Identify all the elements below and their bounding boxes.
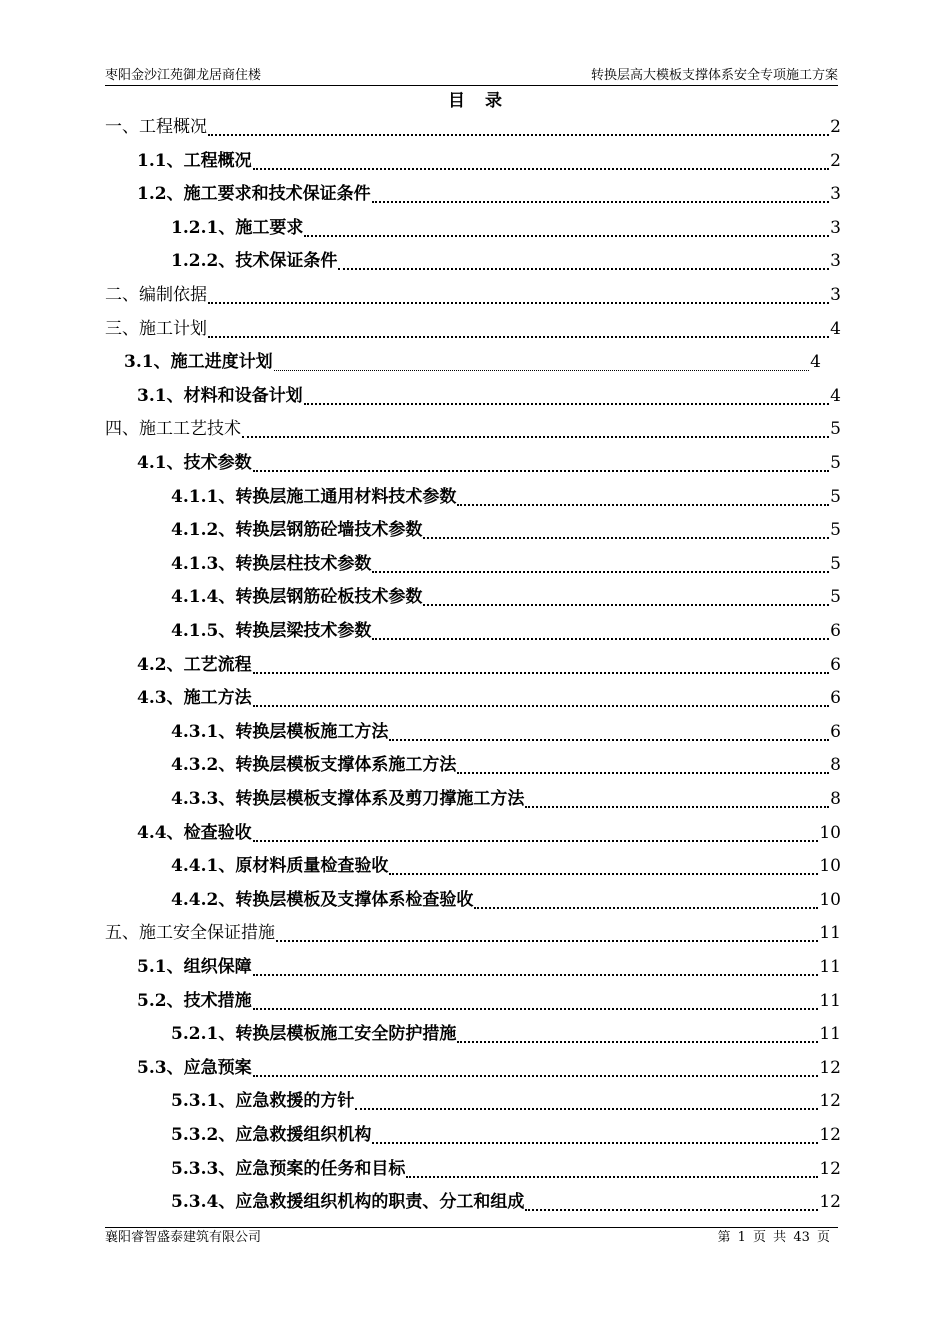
toc-entry-page-number: 12 [819,1192,841,1213]
toc-entry[interactable] [137,952,841,982]
toc-entry-title: 4.1.1、转换层施工通用材料技术参数 [171,486,457,507]
toc-entry-page-number: 10 [819,856,841,877]
toc-entry-title: 1.1、工程概况 [137,150,252,171]
toc-entry-title: 4.2、工艺流程 [137,654,252,675]
toc-dot-leader [406,1176,818,1178]
toc-entry-page-number: 12 [819,1158,841,1179]
toc-entry[interactable] [105,918,841,948]
toc-entry[interactable] [137,179,841,209]
toc-dot-leader [372,571,829,573]
toc-entry-page-number: 2 [830,150,841,171]
toc-entry-title: 3.1、材料和设备计划 [137,385,303,406]
footer-company: 襄阳睿智盛泰建筑有限公司 [105,1230,262,1245]
page-footer [105,1227,838,1246]
toc-dot-leader [457,504,829,506]
page-header [105,66,838,86]
toc-entry-page-number: 8 [830,789,841,809]
toc-dot-leader [372,201,830,203]
toc-entry-title: 五、施工安全保证措施 [105,923,275,944]
toc-dot-leader [338,268,829,270]
toc-dot-leader [355,1108,818,1110]
toc-entry[interactable] [137,683,841,713]
toc-dot-leader [372,638,829,640]
toc-entry[interactable] [124,347,821,377]
footer-page-info: 第 1 页 共 43 页 [717,1230,830,1245]
toc-entry[interactable] [171,1019,841,1049]
toc-entry-title: 4.4.1、原材料质量检查验收 [171,856,389,877]
toc-dot-leader [208,302,829,304]
toc-entry[interactable] [137,818,841,848]
toc-entry-page-number: 12 [819,1057,841,1078]
toc-dot-leader [372,1142,818,1144]
toc-entry[interactable] [105,314,841,344]
toc-entry-title: 二、编制依据 [105,285,207,305]
toc-entry-title: 5.3.1、应急救援的方针 [171,1091,355,1112]
toc-dot-leader [253,672,830,674]
toc-entry-title: 1.2.2、技术保证条件 [171,251,338,272]
toc-dot-leader [457,772,829,774]
toc-entry[interactable] [171,784,841,814]
toc-dot-leader [253,705,830,707]
toc-entry-title: 5.3.4、应急救援组织机构的职责、分工和组成 [171,1192,525,1213]
toc-entry-page-number: 6 [830,721,841,742]
toc-entry[interactable] [171,1120,841,1150]
toc-entry-title: 5.3.2、应急救援组织机构 [171,1125,372,1145]
toc-entry[interactable] [171,482,841,512]
toc-entry[interactable] [171,851,841,881]
toc-entry-page-number: 5 [830,419,841,440]
toc-entry[interactable] [171,1086,841,1116]
toc-entry-page-number: 6 [830,688,841,709]
toc-entry-title: 5.3.3、应急预案的任务和目标 [171,1158,406,1179]
toc-entry-title: 3.1、施工进度计划 [124,352,273,373]
toc-entry-title: 4.1.2、转换层钢筋砼墙技术参数 [171,520,423,541]
toc-entry-page-number: 10 [819,889,841,910]
toc-entry[interactable] [137,1053,841,1083]
toc-dot-leader [276,940,818,942]
toc-dot-leader [253,1008,819,1010]
toc-entry[interactable] [171,717,841,747]
toc-entry-title: 4.3.1、转换层模板施工方法 [171,721,389,742]
toc-entry[interactable] [105,112,841,142]
toc-dot-leader [253,168,830,170]
toc-dot-leader [253,1075,819,1077]
toc-entry-page-number: 6 [830,654,841,675]
toc-entry-title: 三、施工计划 [105,318,207,339]
toc-entry[interactable] [137,448,841,478]
toc-entry-page-number: 4 [830,385,841,406]
toc-entry-title: 1.2.1、施工要求 [171,217,304,238]
toc-entry-page-number: 11 [819,957,841,977]
toc-entry-title: 四、施工工艺技术 [105,419,241,440]
toc-dot-leader [304,235,829,237]
toc-entry-title: 5.2、技术措施 [137,990,252,1011]
toc-entry[interactable] [171,515,841,545]
toc-entry-page-number: 12 [819,1125,841,1145]
toc-entry-title: 4.4、检查验收 [137,822,252,843]
toc-entry-title: 一、工程概况 [105,117,207,137]
toc-entry-page-number: 4 [830,318,841,339]
toc-entry-title: 5.1、组织保障 [137,957,252,977]
toc-entry[interactable] [171,885,841,915]
toc-dot-leader [274,370,810,371]
toc-entry-title: 4.4.2、转换层模板及支撑体系检查验收 [171,889,474,910]
toc-entry-page-number: 5 [830,453,841,473]
toc-entry-title: 4.1.5、转换层梁技术参数 [171,621,372,641]
toc-entry-title: 4.1.4、转换层钢筋砼板技术参数 [171,587,423,608]
toc-entry-page-number: 11 [819,1024,841,1045]
toc-dot-leader [304,403,830,405]
toc-dot-leader [423,537,829,539]
toc-entry[interactable] [137,650,841,680]
toc-entry-page-number: 10 [819,822,841,843]
toc-dot-leader [253,974,819,976]
toc-entry[interactable] [137,146,841,176]
toc-entry-page-number: 3 [830,285,841,305]
toc-entry-title: 4.1、技术参数 [137,453,252,473]
toc-entry-page-number: 2 [830,117,841,137]
toc-entry-page-number: 5 [830,520,841,541]
header-document-title: 转换层高大模板支撑体系安全专项施工方案 [590,68,838,83]
toc-entry-title: 4.3.2、转换层模板支撑体系施工方法 [171,755,457,776]
toc-entry-page-number: 3 [830,251,841,272]
toc-dot-leader [208,134,829,136]
header-project-name: 枣阳金沙江苑御龙居商住楼 [105,68,262,83]
toc-entry[interactable] [171,213,841,243]
toc-entry[interactable] [171,582,841,612]
toc-entry-page-number: 4 [810,352,821,373]
toc-entry[interactable] [137,986,841,1016]
toc-entry[interactable] [105,280,841,310]
toc-entry-page-number: 3 [830,184,841,205]
toc-entry[interactable] [171,1154,841,1184]
toc-entry[interactable] [171,549,841,579]
toc-entry-title: 1.2、施工要求和技术保证条件 [137,184,371,205]
toc-entry-page-number: 12 [819,1091,841,1112]
toc-dot-leader [525,806,829,808]
toc-entry-title: 4.1.3、转换层柱技术参数 [171,553,372,574]
toc-dot-leader [208,336,829,338]
toc-dot-leader [474,907,818,909]
toc-dot-leader [242,436,829,438]
toc-entry-page-number: 5 [830,486,841,507]
toc-entry[interactable] [105,414,841,444]
toc-entry-title: 4.3.3、转换层模板支撑体系及剪刀撑施工方法 [171,789,525,809]
toc-entry[interactable] [171,750,841,780]
toc-dot-leader [423,604,829,606]
toc-entry-page-number: 3 [830,217,841,238]
toc-dot-leader [389,873,818,875]
toc-dot-leader [457,1041,818,1043]
toc-entry[interactable] [171,616,841,646]
toc-entry-page-number: 5 [830,553,841,574]
toc-dot-leader [389,739,829,741]
toc-entry-page-number: 11 [819,923,841,944]
toc-dot-leader [253,840,819,842]
toc-entry-title: 5.2.1、转换层模板施工安全防护措施 [171,1024,457,1045]
toc-entry-page-number: 5 [830,587,841,608]
toc-entry-title: 4.3、施工方法 [137,688,252,709]
toc-dot-leader [253,470,830,472]
toc-entry-page-number: 8 [830,755,841,776]
toc-title: 目录 [448,91,522,111]
toc-entry-page-number: 11 [819,990,841,1011]
toc-entry-title: 5.3、应急预案 [137,1057,252,1078]
toc-entry[interactable] [137,381,841,411]
toc-entry-page-number: 6 [830,621,841,641]
toc-entry[interactable] [171,1187,841,1217]
toc-dot-leader [525,1209,818,1211]
toc-entry[interactable] [171,246,841,276]
